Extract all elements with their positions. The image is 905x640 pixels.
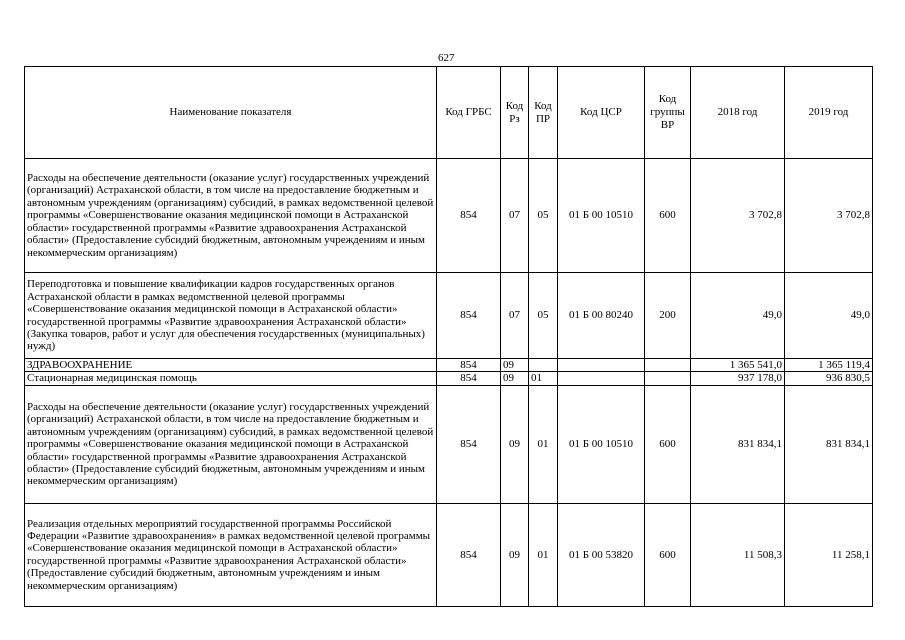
row-grbs: 854 [437,503,501,606]
row-rz: 09 [501,385,529,503]
table-row [25,372,873,385]
header-csr: Код ЦСР [558,67,645,159]
row-csr: 01 Б 00 10510 [558,385,645,503]
row-csr [558,359,645,372]
row-name: Расходы на обеспечение деятельности (оказание услуг) государственных учреждений (организаций) Астраханской области, в том числе на предоставление бюджетным и автономным учреждениям (организациям) субсидий, в рамках ведомственной целевой программы «Совершенствование оказания медицинской помощи в Астраханской области» государственной программы «Развитие здравоохранения Астраханской области» (Предоставление субсидий бюджетным, автономным учреждениям и иным некоммерческим организациям) [25,159,437,273]
row-vr [645,372,691,385]
header-2019: 2019 год [785,67,873,159]
header-2018: 2018 год [691,67,785,159]
table-row [25,273,873,359]
row-vr: 600 [645,503,691,606]
row-name: Реализация отдельных мероприятий государственной программы Российской Федерации «Развитие здравоохранения» в рамках ведомственной целевой программы «Совершенствование оказания медицинской помощи в Астраханской области» государственной программы «Развитие здравоохранения Астраханской области» (Предоставление субсидий бюджетным, автономным учреждениям и иным некоммерческим организациям) [25,503,437,606]
row-csr: 01 Б 00 10510 [558,159,645,273]
row-2018: 49,0 [691,273,785,359]
header-rz: Код Рз [501,67,529,159]
row-csr: 01 Б 00 80240 [558,273,645,359]
row-2018: 1 365 541,0 [691,359,785,372]
row-name: Стационарная медицинская помощь [25,372,437,385]
row-pr: 05 [529,159,558,273]
table-row [25,385,873,503]
row-rz: 07 [501,273,529,359]
budget-table [24,66,873,607]
header-vr: Код группы ВР [645,67,691,159]
row-pr [529,359,558,372]
row-vr [645,359,691,372]
row-pr: 01 [529,503,558,606]
row-vr: 600 [645,385,691,503]
table-row [25,359,873,372]
row-grbs: 854 [437,385,501,503]
row-grbs: 854 [437,372,501,385]
header-name: Наименование показателя [25,67,437,159]
row-rz: 09 [501,503,529,606]
row-rz: 09 [501,372,529,385]
row-name: ЗДРАВООХРАНЕНИЕ [25,359,437,372]
header-pr: Код ПР [529,67,558,159]
row-2018: 3 702,8 [691,159,785,273]
row-csr [558,372,645,385]
row-grbs: 854 [437,273,501,359]
row-vr: 200 [645,273,691,359]
row-pr: 01 [529,372,558,385]
row-grbs: 854 [437,159,501,273]
table-row [25,503,873,606]
row-2019: 831 834,1 [785,385,873,503]
row-2019: 1 365 119,4 [785,359,873,372]
table-row [25,159,873,273]
row-vr: 600 [645,159,691,273]
header-row [25,67,873,159]
row-2018: 831 834,1 [691,385,785,503]
row-2019: 49,0 [785,273,873,359]
row-2018: 937 178,0 [691,372,785,385]
header-grbs: Код ГРБС [437,67,501,159]
row-grbs: 854 [437,359,501,372]
row-pr: 01 [529,385,558,503]
row-2019: 3 702,8 [785,159,873,273]
row-name: Расходы на обеспечение деятельности (оказание услуг) государственных учреждений (организаций) Астраханской области, в том числе на предоставление бюджетным и автономным учреждениям (организациям) субсидий, в рамках ведомственной целевой программы «Совершенствование оказания медицинской помощи в Астраханской области» государственной программы «Развитие здравоохранения Астраханской области» (Предоставление субсидий бюджетным, автономным учреждениям и иным некоммерческим организациям) [25,385,437,503]
row-csr: 01 Б 00 53820 [558,503,645,606]
row-pr: 05 [529,273,558,359]
row-rz: 09 [501,359,529,372]
row-name: Переподготовка и повышение квалификации кадров государственных органов Астраханской области в рамках ведомственной целевой программы «Совершенствование оказания медицинской помощи в Астраханской области» государственной программы «Развитие здравоохранения Астраханской области» (Закупка товаров, работ и услуг для обеспечения государственных (муниципальных) нужд) [25,273,437,359]
row-2019: 11 258,1 [785,503,873,606]
page-number: 627 [438,52,455,64]
row-2019: 936 830,5 [785,372,873,385]
row-2018: 11 508,3 [691,503,785,606]
row-rz: 07 [501,159,529,273]
